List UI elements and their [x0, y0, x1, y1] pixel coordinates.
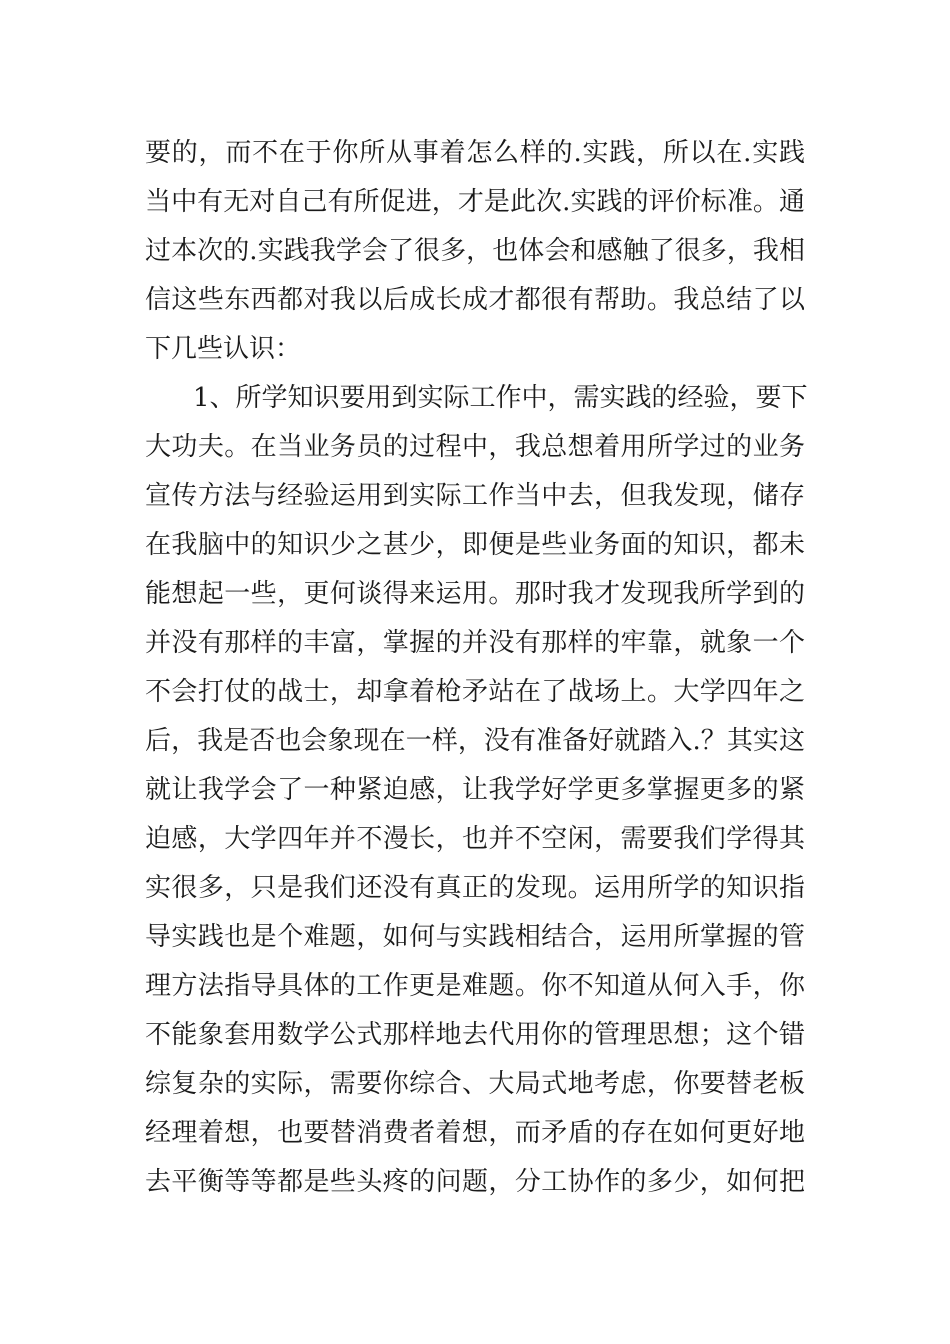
text-line: 并没有那样的丰富，掌握的并没有那样的牢靠，就象一个 — [145, 628, 805, 658]
text-line: 经理着想，也要替消费者着想，而矛盾的存在如何更好地 — [145, 1118, 805, 1148]
text-line: 宣传方法与经验运用到实际工作当中去，但我发现，储存 — [145, 481, 805, 511]
text-line: 大功夫。在当业务员的过程中，我总想着用所学过的业务 — [145, 432, 805, 462]
text-line: 实很多，只是我们还没有真正的发现。运用所学的知识指 — [145, 873, 805, 903]
text-line: 迫感，大学四年并不漫长，也并不空闲，需要我们学得其 — [145, 824, 805, 854]
text-line: 在我脑中的知识少之甚少，即便是些业务面的知识，都未 — [145, 530, 805, 560]
text-line: 理方法指导具体的工作更是难题。你不知道从何入手，你 — [145, 971, 805, 1001]
text-line: 要的，而不在于你所从事着怎么样的.实践，所以在.实践 — [145, 138, 805, 168]
text-line: 后，我是否也会象现在一样，没有准备好就踏入.？其实这 — [145, 726, 805, 756]
text-line: 就让我学会了一种紧迫感，让我学好学更多掌握更多的紧 — [145, 775, 805, 805]
paragraph-first-line: 1、所学知识要用到实际工作中，需实践的经验，要下 — [193, 383, 808, 413]
text-line: 不能象套用数学公式那样地去代用你的管理思想；这个错 — [145, 1020, 805, 1050]
text-line: 能想起一些，更何谈得来运用。那时我才发现我所学到的 — [145, 579, 805, 609]
text-line: 当中有无对自己有所促进，才是此次.实践的评价标准。通 — [145, 187, 805, 217]
text-line: 下几些认识： — [145, 334, 302, 364]
text-line: 导实践也是个难题，如何与实践相结合，运用所掌握的管 — [145, 922, 805, 952]
text-line: 去平衡等等都是些头疼的问题，分工协作的多少，如何把 — [145, 1167, 805, 1197]
text-line: 综复杂的实际，需要你综合、大局式地考虑，你要替老板 — [145, 1069, 805, 1099]
text-line: 信这些东西都对我以后成长成才都很有帮助。我总结了以 — [145, 285, 805, 315]
text-line: 不会打仗的战士，却拿着枪矛站在了战场上。大学四年之 — [145, 677, 805, 707]
text-line: 过本次的.实践我学会了很多，也体会和感触了很多，我相 — [145, 236, 805, 266]
